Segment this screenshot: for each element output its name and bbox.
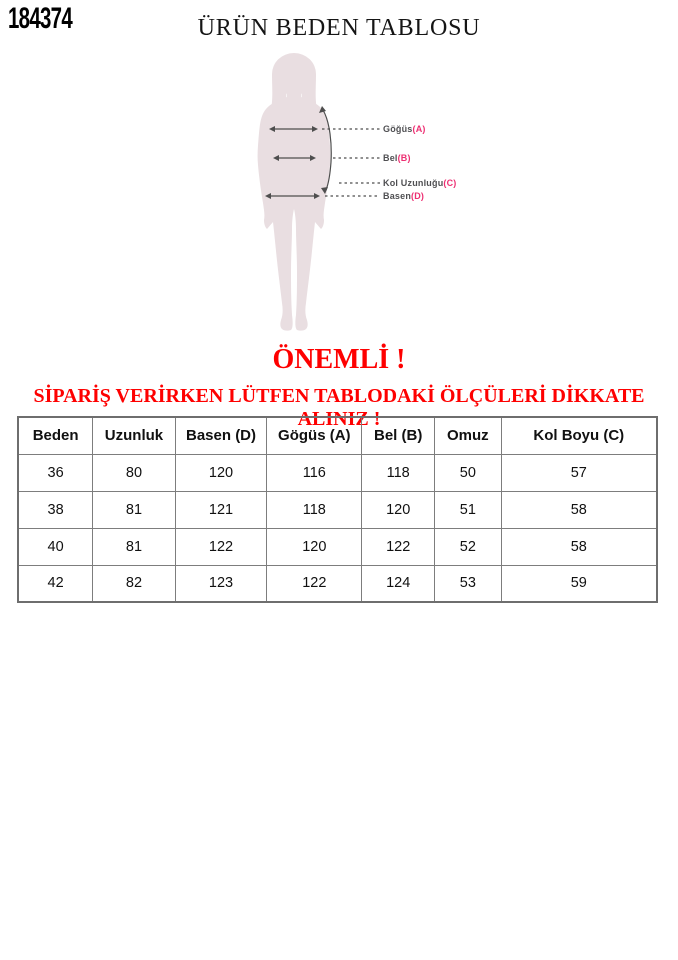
cell: 81 [93,491,175,528]
cell: 118 [267,491,362,528]
header-kol-boyu: Kol Boyu (C) [501,417,657,454]
cell: 38 [18,491,93,528]
cell: 36 [18,454,93,491]
cell: 57 [501,454,657,491]
product-code: 184374 [8,2,72,35]
table-row-size-40 [18,528,657,565]
header-gogus: Gögüs (A) [267,417,362,454]
table-row-size-36 [18,454,657,491]
label-arm-length-text: Kol Uzunluğu [383,178,444,188]
important-subheading: SİPARİŞ VERİRKEN LÜTFEN TABLODAKİ ÖLÇÜLERİ DİKKATE ALINIZ ! [33,385,645,430]
female-figure-silhouette [230,50,460,335]
cell: 122 [267,565,362,602]
cell: 124 [362,565,435,602]
cell: 58 [501,528,657,565]
cell: 53 [435,565,501,602]
header-omuz: Omuz [435,417,501,454]
silhouette-shape [258,53,331,331]
label-chest [383,124,426,134]
cell: 123 [175,565,267,602]
cell: 82 [93,565,175,602]
cell: 121 [175,491,267,528]
table-row-size-38 [18,491,657,528]
label-hip-letter: (D) [411,191,425,201]
cell: 120 [175,454,267,491]
header-uzunluk: Uzunluk [93,417,175,454]
cell: 80 [93,454,175,491]
cell: 40 [18,528,93,565]
label-hip-text: Basen [383,191,412,201]
label-chest-text: Göğüs [383,124,413,134]
cell: 120 [362,491,435,528]
cell: 51 [435,491,501,528]
measurement-diagram [230,50,460,335]
cell: 122 [175,528,267,565]
header-basen: Basen (D) [175,417,267,454]
cell: 120 [267,528,362,565]
cell: 116 [267,454,362,491]
cell: 81 [93,528,175,565]
table-row-size-42 [18,565,657,602]
label-arm-length [383,178,456,188]
cell: 59 [501,565,657,602]
header-bel: Bel (B) [362,417,435,454]
cell: 52 [435,528,501,565]
cell: 118 [362,454,435,491]
label-waist-letter: (B) [397,153,411,163]
page-title: ÜRÜN BEDEN TABLOSU [197,15,481,41]
cell: 50 [435,454,501,491]
cell: 58 [501,491,657,528]
label-arm-length-letter: (C) [443,178,457,188]
header-beden: Beden [18,417,93,454]
size-table [17,416,658,603]
important-heading: ÖNEMLİ ! [272,344,406,375]
label-waist-text: Bel [383,153,398,163]
size-table-header-row [18,417,657,454]
label-chest-letter: (A) [412,124,426,134]
label-hip [383,191,424,201]
cell: 122 [362,528,435,565]
cell: 42 [18,565,93,602]
label-waist [383,153,411,163]
